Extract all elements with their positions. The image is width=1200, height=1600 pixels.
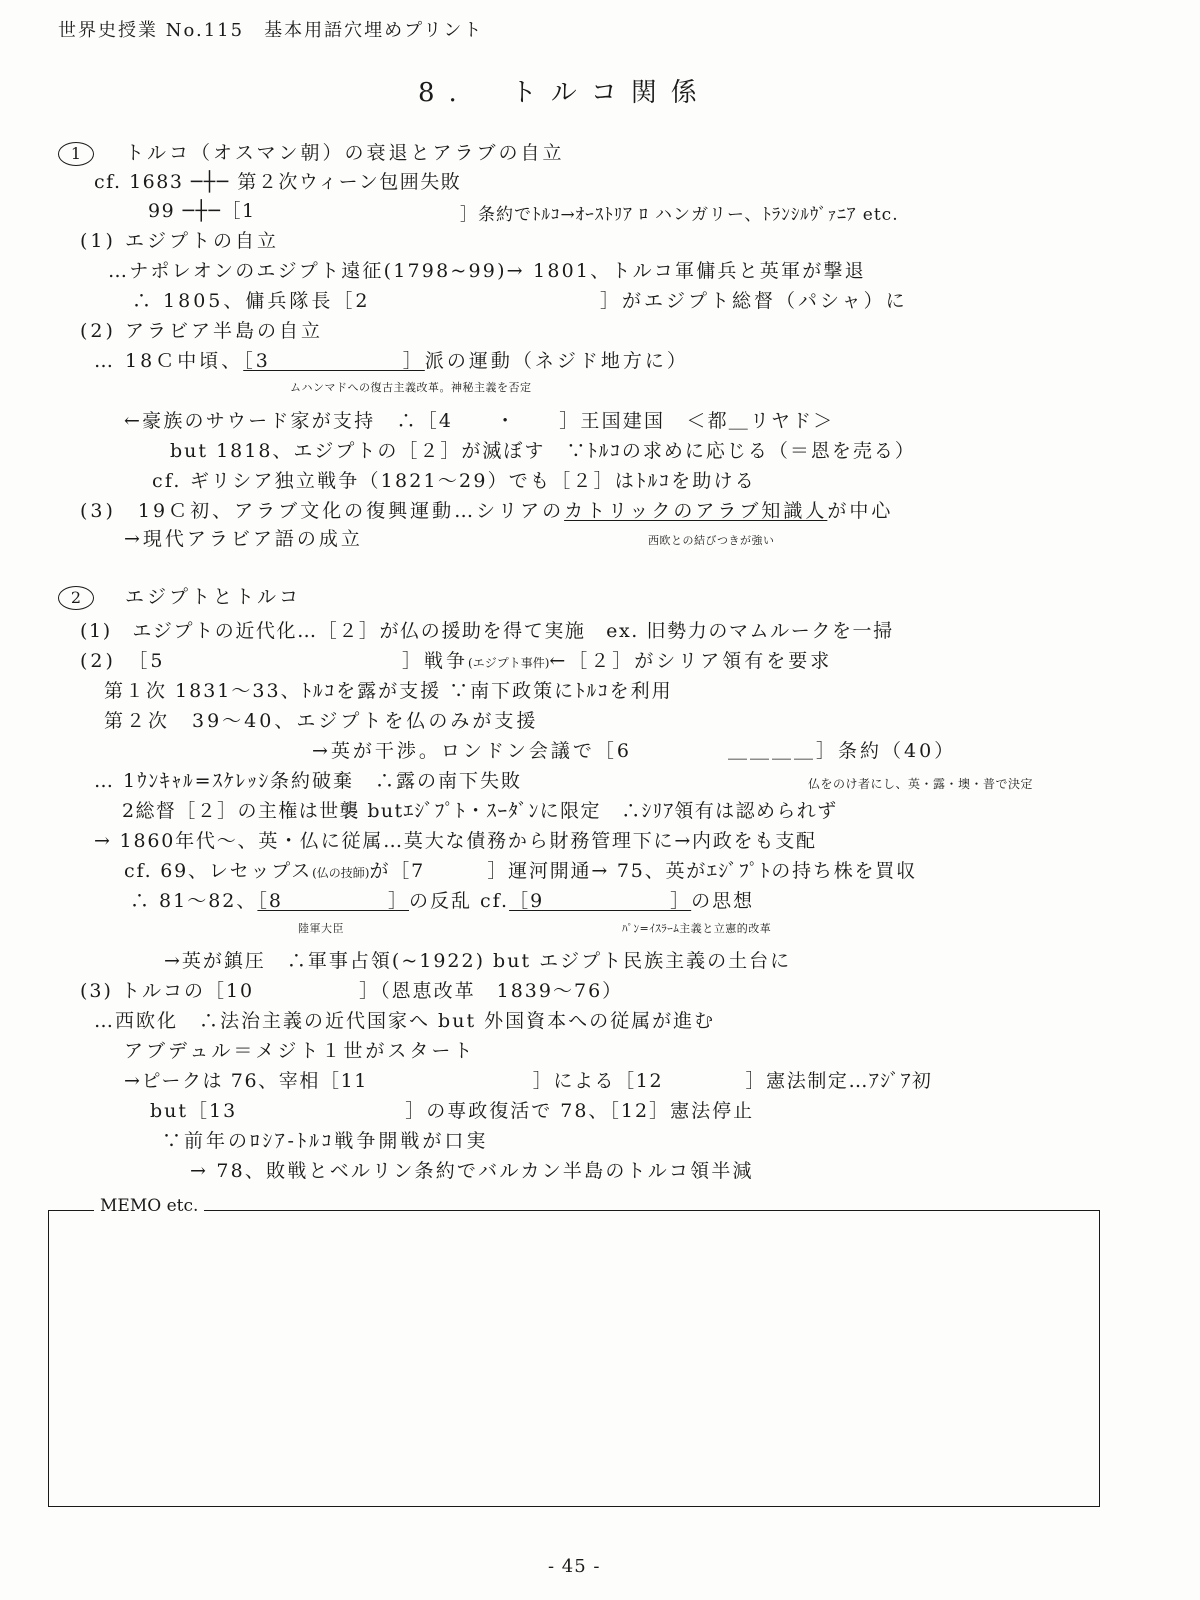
s2-q2a: (2) ［5 [80, 650, 166, 672]
s1-p2c: but 1818、エジプトの［２］が滅ぼす ∵ﾄﾙｺの求めに応じる（＝恩を売る） [170, 440, 916, 462]
s1-p1a: …ナポレオンのエジプト遠征(1798~99)→ 1801、トルコ軍傭兵と英軍が撃退 [108, 260, 866, 282]
page-header: 世界史授業 No.115 基本用語穴埋めプリント [58, 20, 484, 41]
s1-p2: (2) アラビア半島の自立 [80, 320, 323, 342]
s2-q2b-text: ］戦争 [402, 650, 469, 672]
s2-q2f-text: →英が干渉。ロンドン会議で［6 [312, 740, 633, 762]
section-1-heading [58, 142, 564, 166]
circled-number-1: 1 [58, 142, 94, 166]
blank-9[interactable]: ［9 ］ [509, 890, 692, 912]
memo-label: MEMO etc. [94, 1196, 204, 1216]
s1-p2a-rest: 派の運動（ネジド地方に） [424, 350, 689, 372]
blank-3[interactable]: ［3 ］ [243, 350, 425, 372]
s2-q3c: →ピークは 76、宰相［11 ］による［12 ］憲法制定…ｱｼﾞｱ初 [124, 1070, 933, 1092]
s2-q2g: … 1ｳﾝｷｬﾙ=ｽｹﾚｯｼ条約破棄 ∴露の南下失敗 [94, 770, 523, 792]
s2-q3a: …西欧化 ∴法治主義の近代国家へ but 外国資本への従属が進む [94, 1010, 716, 1032]
s1-p1: (1) エジプトの自立 [80, 230, 279, 252]
s1-line-1683: cf. 1683 ─┼─ 第２次ウィーン包囲失敗 [94, 171, 462, 193]
s2-q2j-note: (仏の技師) [312, 866, 370, 880]
s2-q2k-b: の反乱 cf. [409, 890, 510, 912]
note-blank-9: ﾊﾟﾝ=ｲｽﾗｰﾑ主義と立憲的改革 [622, 922, 772, 935]
memo-box[interactable] [48, 1210, 1100, 1507]
s1-p3-underlined: カトリックのアラブ知識人 [564, 500, 828, 522]
s2-q2j-a: cf. 69、レセップス [124, 860, 313, 882]
s2-q2c: ←［２］がシリア領有を要求 [549, 650, 833, 672]
note-blank-3: ムハンマドへの復古主義改革。神秘主義を否定 [290, 381, 532, 394]
s2-q2l: →英が鎮圧 ∴軍事占領(~1922) but エジプト民族主義の土台に [164, 950, 792, 972]
blank-6-line[interactable]: ＿＿＿＿ [728, 740, 817, 762]
s2-q2b-note: (エジプト事件) [468, 656, 550, 670]
s2-q3b: アブデュル＝メジト１世がスタート [124, 1040, 476, 1062]
s1-p3b: →現代アラビア語の成立 [124, 528, 363, 550]
s2-q2k [130, 890, 754, 912]
section-2-heading [58, 586, 301, 610]
s2-q2k-a: ∴ 81～82、 [130, 890, 258, 912]
s2-q3f: → 78、敗戦とベルリン条約でバルカン半島のトルコ領半減 [190, 1160, 754, 1182]
s2-q2j-b: が［7 ］運河開通→ 75、英がｴｼﾞﾌﾟﾄの持ち株を買収 [369, 860, 917, 882]
s2-q2d: 第１次 1831～33、ﾄﾙｺを露が支援 ∵南下政策にﾄﾙｺを利用 [104, 680, 673, 702]
s1-line-99-b: ］条約でﾄﾙｺ→ｵｰｽﾄﾘｱ ﾛ ハンガリー、ﾄﾗﾝｼﾙｳﾞｧﾆｱ etc. [460, 205, 899, 225]
note-london: 仏をのけ者にし、英・露・墺・普で決定 [808, 777, 1034, 791]
s1-p2d: cf. ギリシア独立戦争（1821～29）でも［２］はﾄﾙｺを助ける [152, 470, 756, 492]
s2-q2e: 第２次 39～40、エジプトを仏のみが支援 [104, 710, 539, 732]
s2-q2j [124, 860, 917, 884]
s1-p3 [80, 500, 893, 522]
s2-q2h: 2総督［２］の主権は世襲 butｴｼﾞﾌﾟﾄ・ｽｰﾀﾞﾝに限定 ∴ｼﾘｱ領有は認められず [122, 800, 838, 822]
s1-p2a [94, 350, 689, 372]
note-catholic: 西欧との結びつきが強い [648, 534, 775, 547]
s1-p1b: ∴ 1805、傭兵隊長［2 [132, 290, 371, 312]
s2-q2b [402, 650, 832, 674]
s2-q2f [312, 740, 956, 762]
note-blank-8: 陸軍大臣 [298, 922, 344, 935]
s2-q3d: but［13 ］の専政復活で 78、［12］憲法停止 [150, 1100, 755, 1122]
s2-q2k-c: の思想 [691, 890, 755, 912]
s1-p3-text: (3) 19Ｃ初、アラブ文化の復興運動…シリアの [80, 500, 565, 522]
s2-q2f-rest: ］条約（40） [816, 740, 957, 762]
section-2-title: エジプトとトルコ [125, 586, 302, 608]
s2-q3e: ∵前年のﾛｼｱ-ﾄﾙｺ戦争開戦が口実 [162, 1130, 489, 1152]
page-number: - 45 - [548, 1556, 601, 1577]
s2-q2i: → 1860年代～、英・仏に従属…莫大な債務から財務管理下に→内政をも支配 [94, 830, 817, 852]
section-1-title: トルコ（オスマン朝）の衰退とアラブの自立 [125, 142, 565, 164]
s1-line-99-a: 99 ─┼─［1 [148, 200, 256, 222]
s2-q3: (3) トルコの［10 ］（恩恵改革 1839～76） [80, 980, 624, 1002]
s2-q1: (1) エジプトの近代化…［２］が仏の援助を得て実施 ex. 旧勢力のマムルークを一掃 [80, 620, 894, 642]
s1-p2b: ←豪族のサウード家が支持 ∴［4 ・ ］王国建国 ＜都＿リヤド＞ [124, 410, 835, 432]
blank-8[interactable]: ［8 ］ [257, 890, 409, 912]
s1-p2a-text: … 18Ｃ中頃、 [94, 350, 244, 372]
s1-p1c: ］がエジプト総督（パシャ）に [600, 290, 908, 312]
page-title: 8. トルコ関係 [418, 78, 711, 108]
s1-p3-rest: が中心 [827, 500, 894, 522]
circled-number-2: 2 [58, 586, 94, 610]
